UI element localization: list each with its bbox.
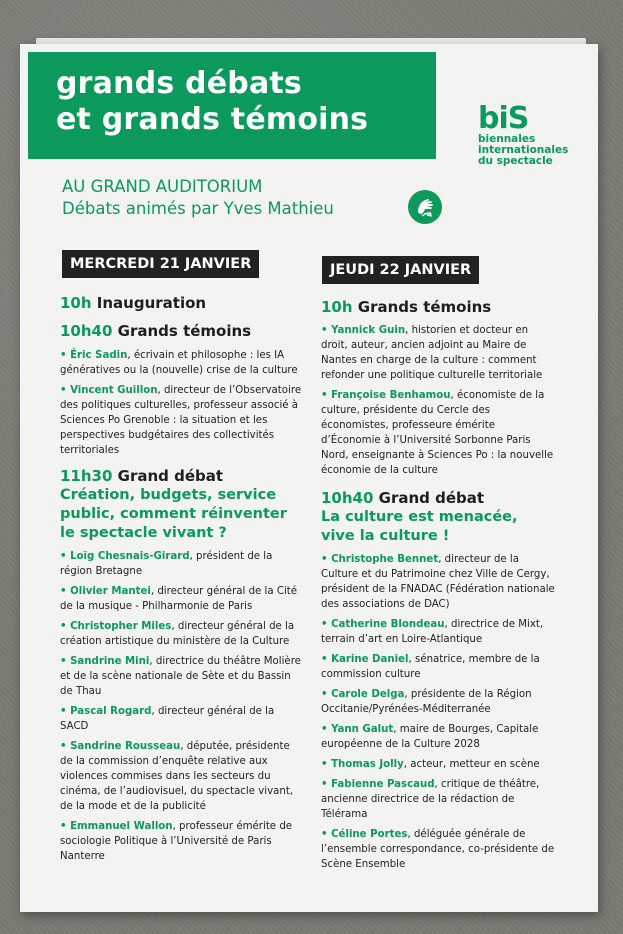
logo-line-2: internationales <box>478 144 569 156</box>
slot-label: Inauguration <box>96 294 207 312</box>
logo-line-1: biennales <box>478 133 536 145</box>
person-name: Éric Sadin <box>70 350 128 361</box>
title-line-2: et grands témoins <box>56 102 369 137</box>
list-item: • Fabienne Pascaud, critique de théâtre, ancienne directrice de la rédaction de Télérama <box>321 779 540 820</box>
person-name: Thomas Jolly <box>331 759 404 770</box>
person-name: Carole Delga <box>331 689 405 700</box>
person-name: Catherine Blondeau <box>331 619 445 630</box>
slot-time: 10h40 <box>60 322 113 340</box>
person-name: Olivier Mantei <box>70 586 151 597</box>
title-line-1: grands débats <box>56 66 302 101</box>
person-name: Emmanuel Wallon <box>70 821 173 832</box>
list-item: • Emmanuel Wallon, professeur émérite de sociologie Politique à l’Université de Paris Nanterre <box>60 821 293 862</box>
person-desc: , directrice du théâtre Molière et de la scène nationale de Sète et du Bassin de Thau <box>60 656 301 697</box>
right-column <box>321 298 556 877</box>
sign-language-glyph <box>408 190 442 224</box>
debate-topic: La culture est menacée, vive la culture ! <box>321 509 518 544</box>
slot-label: Grand débat <box>117 467 224 485</box>
person-name: Karine Daniel <box>331 654 409 665</box>
slot-time: 11h30 <box>60 467 113 485</box>
person-desc: , déléguée générale de l’ensemble correspondance, co-présidente de Scène Ensemble <box>321 829 555 870</box>
person-desc: , économiste de la culture, présidente du Cercle des économistes, professeure émérite d’Économie à l’Université Sorbonne Paris Nord, enseignante à Sciences Po : la nouvelle économie de la culture <box>321 390 554 476</box>
person-desc: , historien et docteur en droit, auteur, ancien adjoint au Maire de Nantes en charge de la culture : comment refonder une politique culturelle territoriale <box>321 325 543 381</box>
person-desc: , directeur général de la création artistique du ministère de la Culture <box>60 621 295 647</box>
list-item: • Karine Daniel, sénatrice, membre de la commission culture <box>321 654 540 680</box>
person-name: Fabienne Pascaud <box>331 779 435 790</box>
person-desc: , maire de Bourges, Capitale européenne de la Culture 2028 <box>321 724 539 750</box>
slot-time: 10h <box>321 298 353 316</box>
list-item: • Sandrine Rousseau, députée, présidente de la commission d’enquête relative aux violences commises dans les secteurs du cinéma, de l’audiovisuel, du spectacle vivant, de la mode et de la publicité <box>60 741 294 812</box>
person-desc: , directrice de Mixt, terrain d’art en Loire-Atlantique <box>321 619 544 645</box>
person-name: Pascal Rogard <box>70 706 152 717</box>
person-name: Yann Galut <box>331 724 394 735</box>
list-item: • Yann Galut, maire de Bourges, Capitale européenne de la Culture 2028 <box>321 724 539 750</box>
list-item: • Carole Delga, présidente de la Région Occitanie/Pyrénées-Méditerranée <box>321 689 532 715</box>
list-item: • Vincent Guillon, directeur de l’Observatoire des politiques culturelles, professeur associé à Sciences Po Grenoble : la situation et les perspectives budgétaires des collectivités territoriales <box>60 385 302 456</box>
slot-time: 10h40 <box>321 489 374 507</box>
slot-inauguration <box>60 294 305 313</box>
slot-debate-thu <box>321 489 556 508</box>
sign-language-icon <box>408 190 442 224</box>
person-desc: , critique de théâtre, ancienne directrice de la rédaction de Télérama <box>321 779 540 820</box>
person-desc: , députée, présidente de la commission d’enquête relative aux violences commises dans les secteurs du cinéma, de l’audiovisuel, du spectacle vivant, de la mode et de la publicité <box>60 741 294 812</box>
biennales-logo <box>478 101 588 167</box>
person-desc: , sénatrice, membre de la commission culture <box>321 654 540 680</box>
person-desc: , directeur général de la SACD <box>60 706 275 732</box>
person-name: Céline Portes <box>331 829 408 840</box>
list-item: • Christopher Miles, directeur général de la création artistique du ministère de la Culture <box>60 621 295 647</box>
venue-line-2: Débats animés par Yves Mathieu <box>62 199 334 218</box>
list-item: • Céline Portes, déléguée générale de l’ensemble correspondance, co-présidente de Scène Ensemble <box>321 829 555 870</box>
debate-topic: Création, budgets, service public, comment réinventer le spectacle vivant ? <box>60 487 287 541</box>
slot-witnesses-wed <box>60 322 305 341</box>
venue-info <box>62 176 334 220</box>
person-desc: , directeur général de la Cité de la musique - Philharmonie de Paris <box>60 586 298 612</box>
person-desc: , président de la région Bretagne <box>60 551 273 577</box>
logo-mark: biS <box>478 101 529 136</box>
logo-line-3: du spectacle <box>478 155 553 167</box>
poster-title <box>56 66 368 138</box>
poster <box>20 44 598 912</box>
slot-label: Grands témoins <box>117 322 252 340</box>
left-column <box>60 294 305 869</box>
person-desc: , professeur émérite de sociologie Politique à l’Université de Paris Nanterre <box>60 821 293 862</box>
list-item: • Thomas Jolly, acteur, metteur en scène <box>321 759 540 770</box>
list-item: • Sandrine Mini, directrice du théâtre Molière et de la scène nationale de Sète et du Bassin de Thau <box>60 656 301 697</box>
person-name: Sandrine Rousseau <box>70 741 181 752</box>
person-desc: , écrivain et philosophe : les IA génératives ou la (nouvelle) crise de la culture <box>60 350 298 376</box>
slot-label: Grand débat <box>378 489 485 507</box>
slot-debate-wed <box>60 467 305 486</box>
list-item: • Françoise Benhamou, économiste de la culture, présidente du Cercle des économistes, professeure émérite d’Économie à l’Université Sorbonne Paris Nord, enseignante à Sciences Po : la nouvelle économie de la culture <box>321 390 554 476</box>
list-item: • Loïg Chesnais-Girard, président de la région Bretagne <box>60 551 273 577</box>
slot-witnesses-thu <box>321 298 556 317</box>
person-desc: , présidente de la Région Occitanie/Pyrénées-Méditerranée <box>321 689 532 715</box>
list-item: • Olivier Mantei, directeur général de la Cité de la musique - Philharmonie de Paris <box>60 586 298 612</box>
person-desc: , directeur de la Culture et du Patrimoine chez Ville de Cergy, président de la FNADAC (Fédération nationale des associations de DAC) <box>321 554 555 610</box>
person-name: Christopher Miles <box>70 621 172 632</box>
person-name: Françoise Benhamou <box>331 390 451 401</box>
venue-line-1: AU GRAND AUDITORIUM <box>62 177 263 196</box>
day-label-wednesday: MERCREDI 21 JANVIER <box>62 250 259 278</box>
day-label-thursday: JEUDI 22 JANVIER <box>322 256 479 284</box>
person-name: Christophe Bennet <box>331 554 439 565</box>
list-item: • Pascal Rogard, directeur général de la SACD <box>60 706 275 732</box>
person-name: Loïg Chesnais-Girard <box>70 551 190 562</box>
person-desc: , acteur, metteur en scène <box>403 759 540 770</box>
list-item: • Christophe Bennet, directeur de la Culture et du Patrimoine chez Ville de Cergy, président de la FNADAC (Fédération nationale des associations de DAC) <box>321 554 555 610</box>
person-name: Vincent Guillon <box>70 385 158 396</box>
person-desc: , directeur de l’Observatoire des politiques culturelles, professeur associé à Sciences Po Grenoble : la situation et les perspectives budgétaires des collectivités territoriales <box>60 385 302 456</box>
slot-time: 10h <box>60 294 92 312</box>
slot-label: Grands témoins <box>357 298 492 316</box>
list-item: • Catherine Blondeau, directrice de Mixt, terrain d’art en Loire-Atlantique <box>321 619 544 645</box>
person-name: Sandrine Mini <box>70 656 150 667</box>
list-item: • Éric Sadin, écrivain et philosophe : les IA génératives ou la (nouvelle) crise de la culture <box>60 350 298 376</box>
list-item: • Yannick Guin, historien et docteur en droit, auteur, ancien adjoint au Maire de Nantes en charge de la culture : comment refonder une politique culturelle territoriale <box>321 325 543 381</box>
person-name: Yannick Guin <box>331 325 406 336</box>
